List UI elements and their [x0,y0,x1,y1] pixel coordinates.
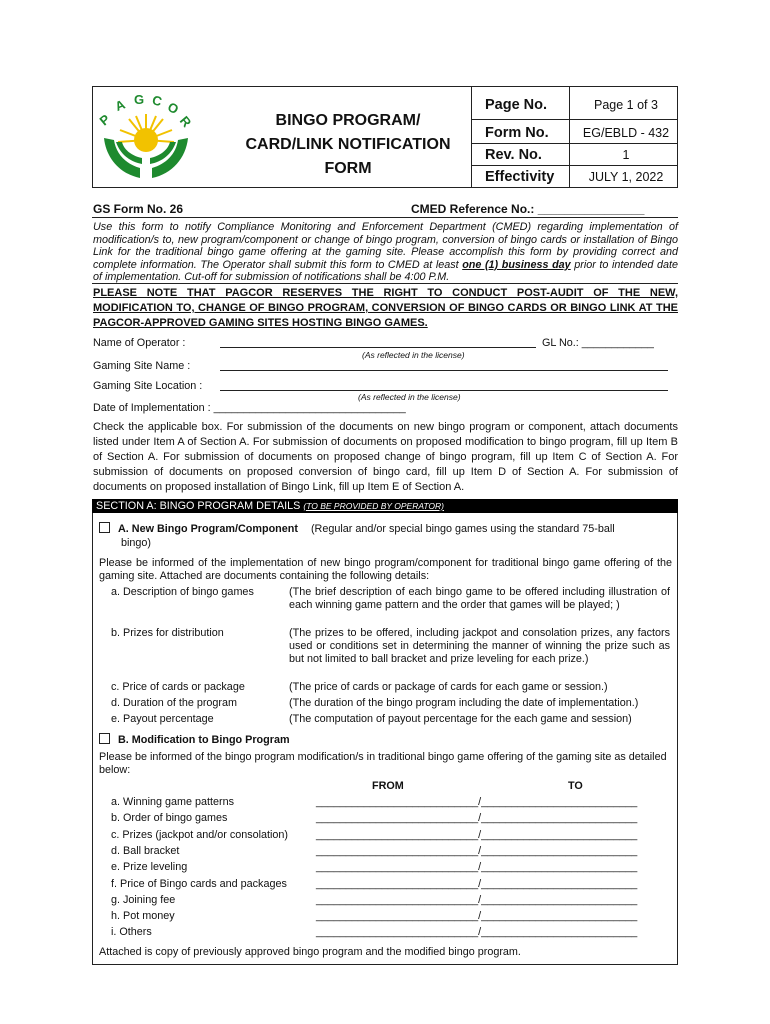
item-a-list-c-label: c. Price of cards or package [111,681,245,693]
modification-row-field[interactable]: ___________________________/__________________________ [316,828,638,841]
modification-row-field[interactable]: ___________________________/__________________________ [316,910,638,923]
gaming-site-name-field[interactable] [220,370,668,371]
item-a-list-e-text: (The computation of payout percentage for the each game and session) [289,713,632,725]
item-b-footer: Attached is copy of previously approved bingo program and the modified bingo program. [99,946,521,958]
form-no-value: EG/EBLD - 432 [582,126,670,140]
section-a-header: SECTION A: BINGO PROGRAM DETAILS (TO BE PROVIDED BY OPERATOR) [92,499,678,513]
modification-checkbox[interactable] [99,733,110,744]
modification-row-field[interactable]: ___________________________/__________________________ [316,893,638,906]
form-header [92,86,678,188]
modification-row-label: c. Prizes (jackpot and/or consolation) [111,828,289,841]
intro-paragraph: Use this form to notify Compliance Monitoring and Enforcement Department (CMED) regarding implementation of modification/s to, new program/component or change of bingo program, conversion of bingo cards or installation of Bingo Link for the traditional bingo game offering at the gaming site. Please accomplish this form by providing correct and complete information. The Operator shall submit this form to CMED at least one (1) business day prior to intended date of implementation. Cut-off for submission of notifications shall be 4:00 P.M. [93,221,678,284]
rev-no-value: 1 [622,148,630,162]
modification-row-field[interactable]: ___________________________/__________________________ [316,796,638,808]
item-a-list-d-text: (The duration of the bingo program including the date of implementation.) [289,697,639,709]
effectivity-label: Effectivity [485,169,555,185]
instructions-paragraph: Check the applicable box. For submission of the documents on new bingo program or component, attach documents listed under Item A of Section A. For submission of documents on proposed modification to bingo program, fill up Item B of Section A. For submission of documents on proposed change of bingo program, fill up Item C of Section A. For submission of documents on proposed conversion of bingo card, fill up Item D of Section A. For submission of documents on proposed installation of Bingo Link, fill up Item E of Section A. [93,421,678,493]
modification-row-label: i. Others [111,926,152,939]
item-a-list-e-label: e. Payout percentage [111,713,214,725]
item-a-list-b-text: (The prizes to be offered, including jackpot and consolation prizes, any factors used or conditions set in determining the manner of winning the prize such as but not limited to ball bracket and prize leveling for each prize.) [289,627,670,665]
modification-row-label: b. Order of bingo games [111,812,228,825]
from-column-header: FROM [372,780,404,792]
modification-row-label: h. Pot money [111,910,175,923]
effectivity-value: JULY 1, 2022 [588,170,664,184]
modification-row-field[interactable]: ___________________________/__________________________ [316,926,638,939]
modification-row-label: d. Ball bracket [111,844,180,857]
modification-row-label: f. Price of Bingo cards and packages [111,877,287,890]
item-a-paragraph: Please be informed of the implementation of new bingo program/component for traditional bingo game offering of the gaming site. Attached are documents containing the following details: [99,557,672,582]
license-note: (As reflected in the license) [362,350,465,360]
item-a-list-d-label: d. Duration of the program [111,697,238,709]
item-a-list-a-text: (The brief description of each bingo game to be offered including illustration of each winning game pattern and the order that games will be played; ) [289,586,670,611]
modification-row-label: a. Winning game patterns [111,796,235,808]
modification-row-field[interactable]: ___________________________/__________________________ [316,812,638,825]
gl-no-field[interactable]: GL No.: ____________ [542,337,654,349]
rev-no-label: Rev. No. [485,147,542,163]
gaming-site-name-label: Gaming Site Name : [93,360,191,372]
item-a-list-a-label: a. Description of bingo games [111,586,254,598]
modification-row-field[interactable]: ___________________________/__________________________ [316,861,638,874]
gaming-site-location-label: Gaming Site Location : [93,380,203,392]
modification-row-label: e. Prize leveling [111,861,188,874]
modification-row-field[interactable]: ___________________________/__________________________ [316,844,638,857]
to-column-header: TO [568,780,583,792]
svg-text:C: C [150,92,164,110]
svg-text:R: R [176,113,195,130]
item-a-list-b-label: b. Prizes for distribution [111,627,224,639]
modification-row-field[interactable]: ___________________________/__________________________ [316,877,638,890]
page-no-label: Page No. [485,97,548,113]
svg-text:P: P [96,111,113,129]
form-title: BINGO PROGRAM/ CARD/LINK NOTIFICATION FORM [245,112,451,177]
gs-form-number: GS Form No. 26 [93,202,184,216]
item-b-paragraph: Please be informed of the bingo program modification/s in traditional bingo game offering of the gaming site as detailed below: [99,751,667,776]
gaming-site-location-field[interactable] [220,390,668,391]
svg-text:O: O [165,99,182,118]
post-audit-notice: PLEASE NOTE THAT PAGCOR RESERVES THE RIGHT TO CONDUCT POST-AUDIT OF THE NEW, MODIFICATION TO, CHANGE OF BINGO PROGRAM, CONVERSION OF BINGO CARDS OR BINGO LINK AT THE PAGCOR-APPROVED GAMING SITES HOSTING BINGO GAMES. [93,287,678,329]
modification-row-label: g. Joining fee [111,893,176,906]
operator-name-label: Name of Operator : [93,337,186,349]
item-b-heading: B. Modification to Bingo Program [99,733,290,747]
svg-text:G: G [134,92,145,107]
form-no-label: Form No. [485,125,549,141]
new-program-checkbox[interactable] [99,522,110,533]
date-of-implementation-field[interactable]: Date of Implementation : ________________________________ [93,402,406,414]
operator-name-field[interactable] [220,347,536,348]
license-note-2: (As reflected in the license) [358,392,461,402]
cmed-reference: CMED Reference No.: ________________ [411,202,645,216]
svg-text:A: A [112,96,128,115]
item-a-heading: A. New Bingo Program/Component (Regular and/or special bingo games using the standard 75-ball [99,522,674,536]
page-no-value: Page 1 of 3 [594,98,658,112]
item-a-desc-cont: bingo) [121,537,152,549]
item-a-list-c-text: (The price of cards or package of cards for each game or session.) [289,681,608,693]
